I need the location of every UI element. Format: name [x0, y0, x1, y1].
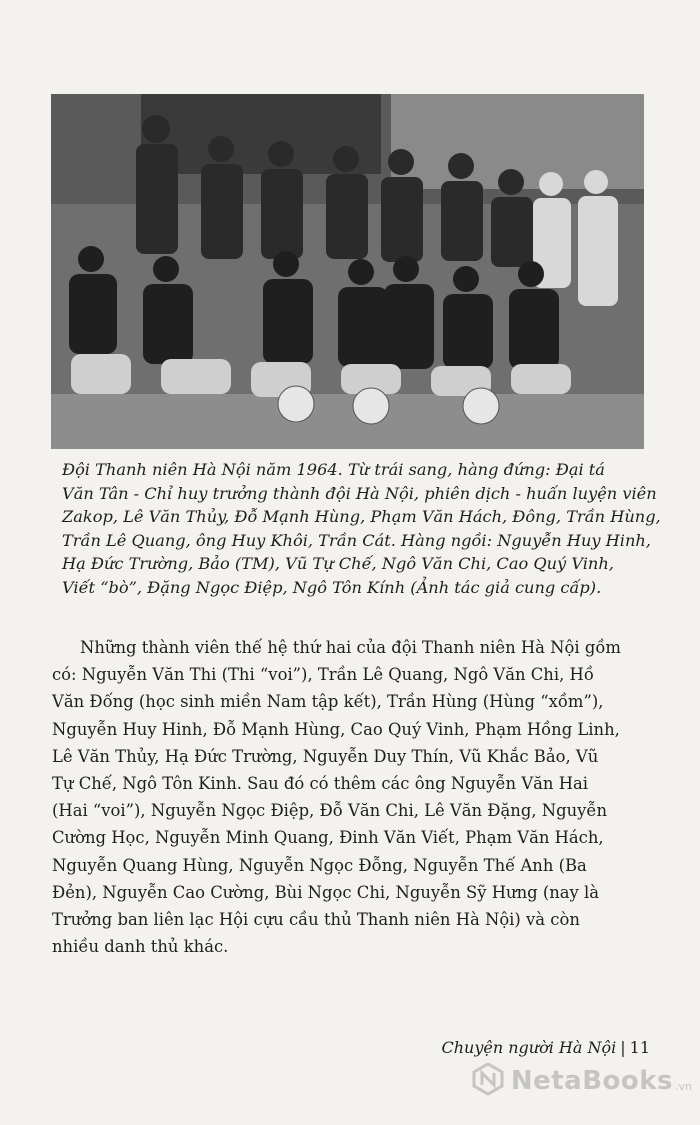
- caption-line: Viết “bò”, Đặng Ngọc Điệp, Ngô Tôn Kính (Ảnh tác giả cung cấp).: [62, 577, 602, 597]
- body-line: nhiều danh thủ khác.: [52, 937, 229, 957]
- watermark: [471, 1062, 692, 1100]
- page-number: 11: [629, 1038, 650, 1057]
- page-footer: [441, 1038, 650, 1057]
- body-line: Văn Đống (học sinh miền Nam tập kết), Trần Hùng (Hùng “xồm”),: [52, 692, 604, 712]
- photo-caption: [62, 458, 661, 599]
- netabooks-logo-icon: [471, 1062, 505, 1100]
- body-line: có: Nguyễn Văn Thi (Thi “voi”), Trần Lê Quang, Ngô Văn Chi, Hồ: [52, 665, 594, 685]
- team-photo-illustration: [51, 94, 644, 449]
- body-line: Nguyễn Huy Hinh, Đỗ Mạnh Hùng, Cao Quý Vinh, Phạm Hồng Linh,: [52, 719, 620, 739]
- caption-line: Trần Lê Quang, ông Huy Khôi, Trần Cát. Hàng ngồi: Nguyễn Huy Hinh,: [62, 530, 651, 550]
- team-photo: [51, 94, 644, 449]
- body-paragraph: [52, 634, 650, 960]
- body-line: Cường Học, Nguyễn Minh Quang, Đinh Văn Viết, Phạm Văn Hách,: [52, 828, 604, 848]
- caption-line: Văn Tân - Chỉ huy trưởng thành đội Hà Nội, phiên dịch - huấn luyện viên: [62, 483, 657, 503]
- body-line: Nguyễn Quang Hùng, Nguyễn Ngọc Đỗng, Nguyễn Thế Anh (Ba: [52, 855, 587, 875]
- body-line: (Hai “voi”), Nguyễn Ngọc Điệp, Đỗ Văn Chi, Lê Văn Đặng, Nguyễn: [52, 801, 608, 821]
- body-line: Những thành viên thế hệ thứ hai của đội Thanh niên Hà Nội gồm: [80, 638, 621, 657]
- body-line: Đẻn), Nguyễn Cao Cường, Bùi Ngọc Chi, Nguyễn Sỹ Hưng (nay là: [52, 882, 600, 902]
- caption-line: Hạ Đức Trường, Bảo (TM), Vũ Tự Chế, Ngô Văn Chi, Cao Quý Vinh,: [62, 554, 614, 573]
- watermark-suffix: .vn: [675, 1079, 692, 1093]
- book-title: Chuyện người Hà Nội: [441, 1038, 617, 1057]
- caption-line: Đội Thanh niên Hà Nội năm 1964. Từ trái sang, hàng đứng: Đại tá: [62, 460, 605, 479]
- watermark-text: NetaBooks: [510, 1066, 674, 1096]
- footer-separator: |: [620, 1038, 626, 1057]
- body-line: Tự Chế, Ngô Tôn Kinh. Sau đó có thêm các ông Nguyễn Văn Hai: [52, 774, 589, 794]
- caption-line: Zakop, Lê Văn Thủy, Đỗ Mạnh Hùng, Phạm Văn Hách, Đông, Trần Hùng,: [62, 507, 661, 526]
- body-line: Trưởng ban liên lạc Hội cựu cầu thủ Thanh niên Hà Nội) và còn: [52, 910, 580, 930]
- body-line: Lê Văn Thủy, Hạ Đức Trường, Nguyễn Duy Thín, Vũ Khắc Bảo, Vũ: [52, 746, 599, 766]
